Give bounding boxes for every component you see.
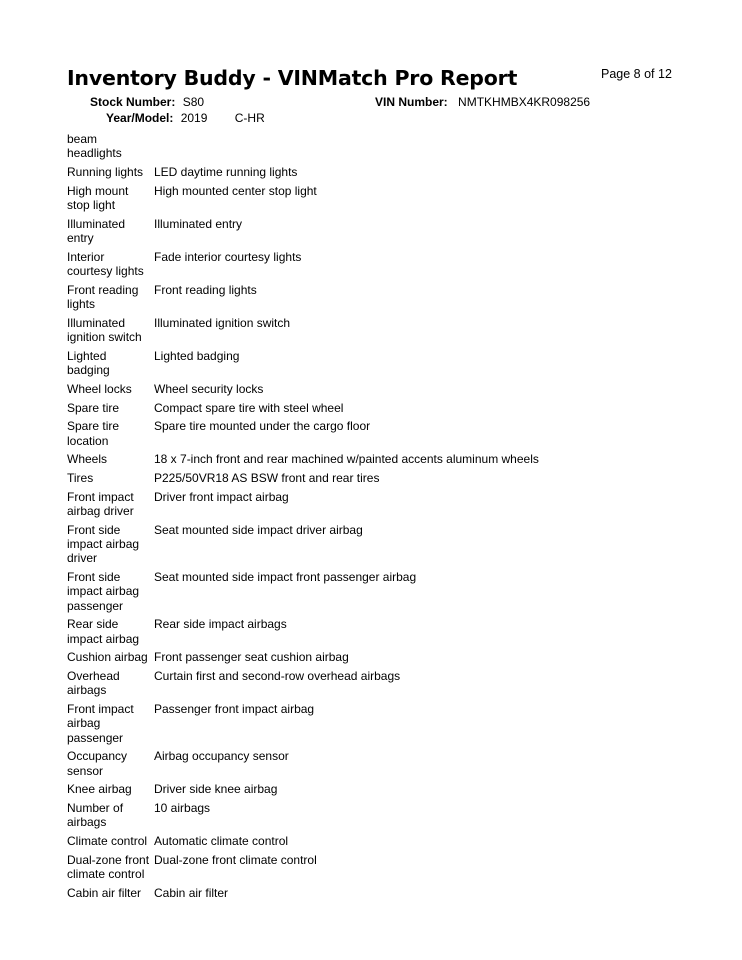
spec-row [67, 801, 667, 829]
spec-name: Front impact airbag driver [67, 489, 134, 519]
spec-value: Driver side knee airbag [154, 782, 278, 797]
spec-name: Lighted badging [67, 348, 110, 377]
spec-name: Spare tire [67, 400, 120, 415]
spec-name: Front side impact airbag driver [67, 522, 140, 566]
spec-name: Climate control [67, 834, 148, 849]
spec-value: Lighted badging [154, 348, 240, 363]
spec-value: Dual-zone front climate control [154, 852, 317, 867]
spec-value: Illuminated entry [154, 216, 243, 231]
spec-value: Driver front impact airbag [154, 489, 289, 504]
stock-number-value: S80 [182, 95, 205, 109]
spec-row [67, 132, 667, 160]
spec-row [67, 570, 667, 613]
spec-row [67, 471, 667, 485]
spec-name: Number of airbags [67, 801, 124, 830]
spec-value: Wheel security locks [154, 381, 264, 396]
year-value: 2019 [180, 111, 208, 125]
spec-value [154, 132, 667, 160]
model-value: C-HR [234, 111, 265, 125]
spec-row [67, 316, 667, 344]
spec-row [67, 702, 667, 745]
year-model-label: Year/Model: [106, 111, 174, 125]
spec-name: Interior courtesy lights [67, 249, 144, 278]
spec-row [67, 834, 667, 848]
spec-name: Rear side impact airbag [67, 617, 140, 646]
spec-table [67, 132, 667, 905]
spec-row [67, 650, 667, 664]
spec-row [67, 669, 667, 697]
spec-name: Cushion airbag [67, 650, 148, 665]
spec-name: Illuminated ignition switch [67, 315, 142, 344]
spec-value: Compact spare tire with steel wheel [154, 400, 344, 415]
spec-name: beam headlights [67, 132, 122, 161]
spec-value: Automatic climate control [154, 834, 289, 849]
spec-value: P225/50VR18 AS BSW front and rear tires [154, 471, 380, 486]
spec-row [67, 782, 667, 796]
spec-value: Seat mounted side impact front passenger airbag [154, 570, 417, 585]
spec-name: Front impact airbag passenger [67, 702, 134, 745]
spec-name: Overhead airbags [67, 669, 120, 698]
spec-row [67, 749, 667, 777]
spec-name: Running lights [67, 165, 144, 179]
year-model-field [106, 111, 265, 125]
page-indicator: Page 8 of 12 [601, 67, 672, 81]
spec-value: LED daytime running lights [154, 165, 298, 179]
spec-name: Occupancy sensor [67, 749, 128, 778]
vin-number-label: VIN Number: [375, 95, 448, 109]
spec-row [67, 523, 667, 566]
spec-name: Tires [67, 471, 94, 486]
spec-value: Spare tire mounted under the cargo floor [154, 419, 371, 434]
spec-name: Front reading lights [67, 282, 139, 311]
spec-value: Fade interior courtesy lights [154, 249, 302, 264]
vin-number-field [375, 95, 590, 109]
vin-number-value: NMTKHMBX4KR098256 [458, 95, 591, 109]
stock-number-field [90, 95, 204, 109]
spec-row [67, 886, 667, 900]
spec-value: Seat mounted side impact driver airbag [154, 522, 363, 537]
stock-number-label: Stock Number: [90, 95, 176, 109]
spec-value: High mounted center stop light [154, 183, 317, 198]
spec-value: Airbag occupancy sensor [154, 749, 289, 764]
spec-name: Spare tire location [67, 419, 120, 448]
spec-row [67, 853, 667, 881]
spec-value: Cabin air filter [154, 885, 229, 900]
spec-row [67, 283, 667, 311]
spec-value: Rear side impact airbags [154, 617, 287, 632]
spec-value: Passenger front impact airbag [154, 702, 315, 717]
spec-value: Illuminated ignition switch [154, 315, 291, 330]
spec-row [67, 617, 667, 645]
spec-name: Illuminated entry [67, 216, 126, 245]
spec-name: High mount stop light [67, 183, 129, 212]
spec-value: Front passenger seat cushion airbag [154, 650, 349, 665]
spec-name: Front side impact airbag passenger [67, 570, 140, 613]
spec-row [67, 490, 667, 518]
spec-value: Curtain first and second-row overhead airbags [154, 669, 401, 684]
spec-name: Wheels [67, 452, 108, 467]
spec-row [67, 217, 667, 245]
spec-row [67, 184, 667, 212]
spec-row [67, 382, 667, 396]
spec-row [67, 452, 667, 466]
report-title: Inventory Buddy - VINMatch Pro Report [67, 66, 518, 90]
spec-value: Front reading lights [154, 282, 257, 297]
spec-name: Knee airbag [67, 782, 132, 797]
spec-value: 18 x 7-inch front and rear machined w/painted accents aluminum wheels [154, 452, 539, 467]
spec-row [67, 349, 667, 377]
spec-name: Cabin air filter [67, 885, 142, 900]
spec-name: Dual-zone front climate control [67, 852, 150, 882]
spec-value: 10 airbags [154, 801, 211, 816]
spec-row [67, 165, 667, 179]
spec-name: Wheel locks [67, 381, 132, 396]
spec-row [67, 250, 667, 278]
spec-row [67, 401, 667, 415]
spec-row [67, 419, 667, 447]
